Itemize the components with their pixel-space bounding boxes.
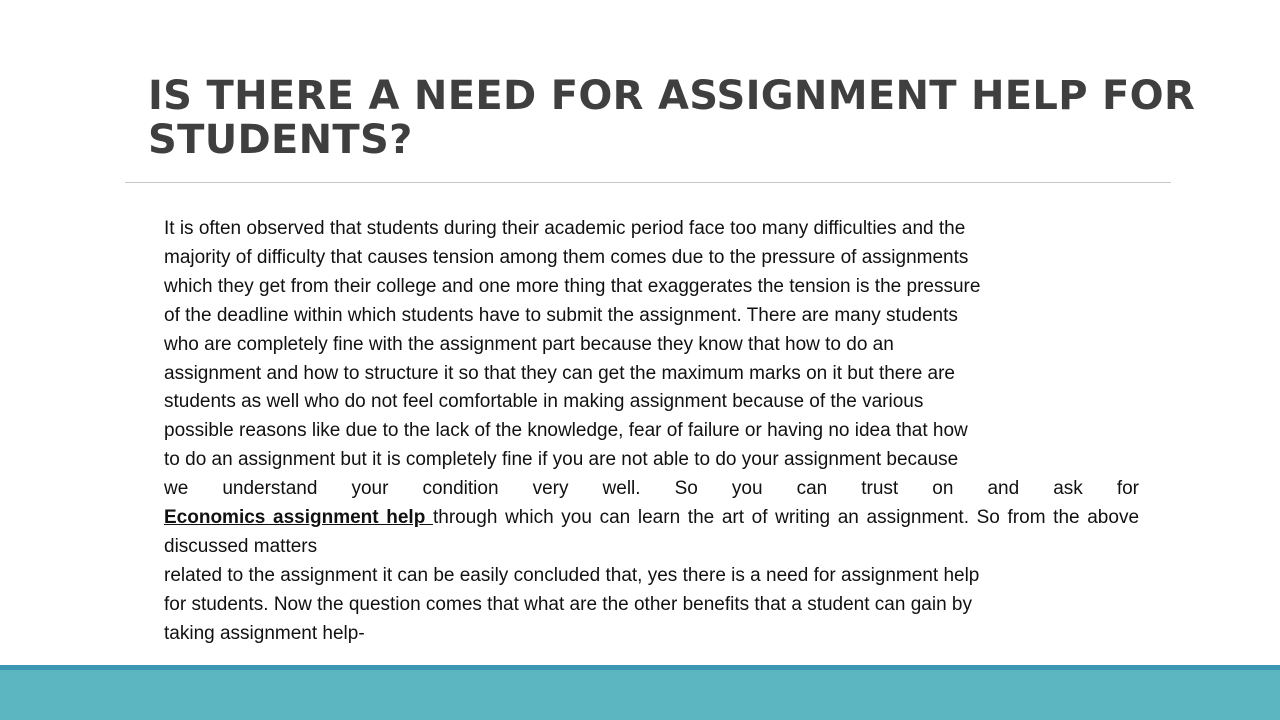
- body-line: students as well who do not feel comfortable in making assignment because of the various: [164, 391, 924, 413]
- body-line: assignment and how to structure it so that they can get the maximum marks on it but there are: [164, 362, 955, 384]
- body-line: majority of difficulty that causes tension among them comes due to the pressure of assignments: [164, 246, 969, 268]
- body-line: who are completely fine with the assignment part because they know that how to do an: [164, 333, 894, 355]
- body-line: for students. Now the question comes that what are the other benefits that a student can gain by: [164, 593, 972, 615]
- link-paragraph: [164, 504, 1139, 562]
- slide-title: IS THERE A NEED FOR ASSIGNMENT HELP FOR STUDENTS?: [148, 73, 1196, 163]
- body-line: It is often observed that students during their academic period face too many difficulties and the: [164, 218, 966, 239]
- body-line: taking assignment help-: [164, 622, 365, 644]
- footer-band: [0, 670, 1280, 720]
- body-line: which they get from their college and one more thing that exaggerates the tension is the pressure: [164, 275, 981, 297]
- title-divider: [125, 182, 1171, 183]
- link-paragraph-text: through which you can learn the art of writing an assignment. So from the above discussed matters: [164, 507, 1140, 557]
- economics-assignment-help-link[interactable]: Economics assignment help: [164, 507, 433, 529]
- body-line: related to the assignment it can be easily concluded that, yes there is a need for assignment help: [164, 564, 980, 586]
- slide-body: [164, 215, 1139, 649]
- body-line: to do an assignment but it is completely fine if you are not able to do your assignment because: [164, 449, 959, 471]
- body-line-justified: we understand your condition very well. So you can trust on and ask for: [164, 478, 1139, 500]
- body-line: of the deadline within which students have to submit the assignment. There are many students: [164, 304, 958, 326]
- body-line: possible reasons like due to the lack of the knowledge, fear of failure or having no idea that how: [164, 420, 968, 442]
